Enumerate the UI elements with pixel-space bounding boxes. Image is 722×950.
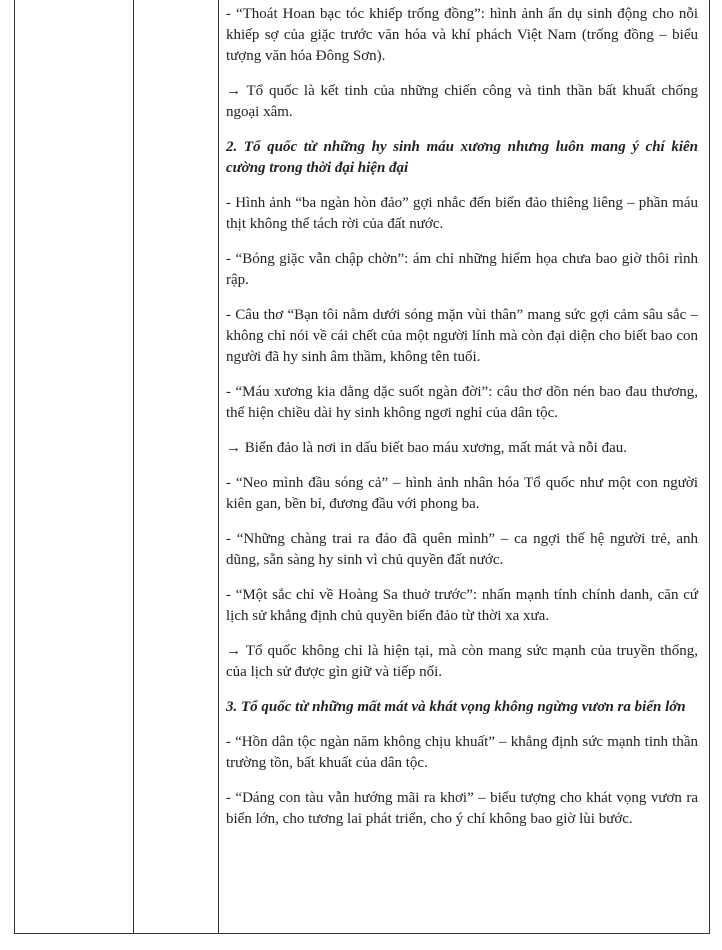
paragraph-conclusion-1: → Tổ quốc là kết tinh của những chiến công và tinh thần bất khuất chống ngoại xâm. (226, 83, 698, 120)
paragraph-thoat-hoan: - “Thoát Hoan bạc tóc khiếp trống đồng”: hình ảnh ẩn dụ sinh động cho nỗi khiếp sợ của giặc trước văn hóa và khí phách Việt Nam (trống đồng – biểu tượng văn hóa Đông Sơn). (226, 6, 698, 64)
paragraph-mot-sac-chi: - “Một sắc chỉ về Hoàng Sa thuở trước”: nhấn mạnh tính chính danh, căn cứ lịch sử khẳng định chủ quyền biển đảo từ thời xa xưa. (226, 587, 698, 624)
document-table (14, 0, 710, 934)
column-divider-1 (133, 0, 134, 933)
paragraph-hon-dan-toc: - “Hồn dân tộc ngàn năm không chịu khuất” – khẳng định sức mạnh tinh thần trường tồn, bất khuất của dân tộc. (226, 734, 698, 771)
paragraph-bong-giac: - “Bóng giặc vẫn chập chờn”: ám chỉ những hiểm họa chưa bao giờ thôi rình rập. (226, 251, 698, 288)
paragraph-conclusion-2: → Biển đảo là nơi in dấu biết bao máu xương, mất mát và nỗi đau. (226, 440, 627, 456)
paragraph-ban-toi: - Câu thơ “Bạn tôi nằm dưới sóng mặn vùi thân” mang sức gợi cảm sâu sắc – không chỉ nói về cái chết của một người lính mà còn đại diện cho biết bao con người đã hy sinh âm thầm, không tên tuổi. (226, 307, 698, 365)
paragraph-ba-ngan-hon-dao: - Hình ảnh “ba ngàn hòn đảo” gợi nhắc đến biển đảo thiêng liêng – phần máu thịt không thể tách rời của đất nước. (226, 195, 698, 232)
paragraph-dang-con-tau: - “Dáng con tàu vẫn hướng mãi ra khơi” – biểu tượng cho khát vọng vươn ra biển lớn, cho tương lai phát triển, cho ý chí không bao giờ lùi bước. (226, 790, 698, 827)
column-divider-2 (218, 0, 219, 933)
paragraph-mau-xuong: - “Máu xương kia dằng dặc suốt ngàn đời”: câu thơ dồn nén bao đau thương, thể hiện chiều dài hy sinh không ngơi nghỉ của dân tộc. (226, 384, 698, 421)
paragraph-nhung-chang-trai: - “Những chàng trai ra đảo đã quên mình” – ca ngợi thế hệ người trẻ, anh dũng, sẵn sàng hy sinh vì chủ quyền đất nước. (226, 531, 698, 568)
content-cell (226, 4, 698, 844)
section-heading-2: 2. Tổ quốc từ những hy sinh máu xương nhưng luôn mang ý chí kiên cường trong thời đại hiện đại (226, 139, 698, 176)
section-heading-3: 3. Tổ quốc từ những mất mát và khát vọng không ngừng vươn ra biển lớn (226, 699, 686, 715)
paragraph-neo-minh: - “Neo mình đầu sóng cả” – hình ảnh nhân hóa Tổ quốc như một con người kiên gan, bền bỉ, đương đầu với phong ba. (226, 475, 698, 512)
paragraph-conclusion-3: → Tổ quốc không chỉ là hiện tại, mà còn mang sức mạnh của truyền thống, của lịch sử được gìn giữ và tiếp nối. (226, 643, 698, 680)
